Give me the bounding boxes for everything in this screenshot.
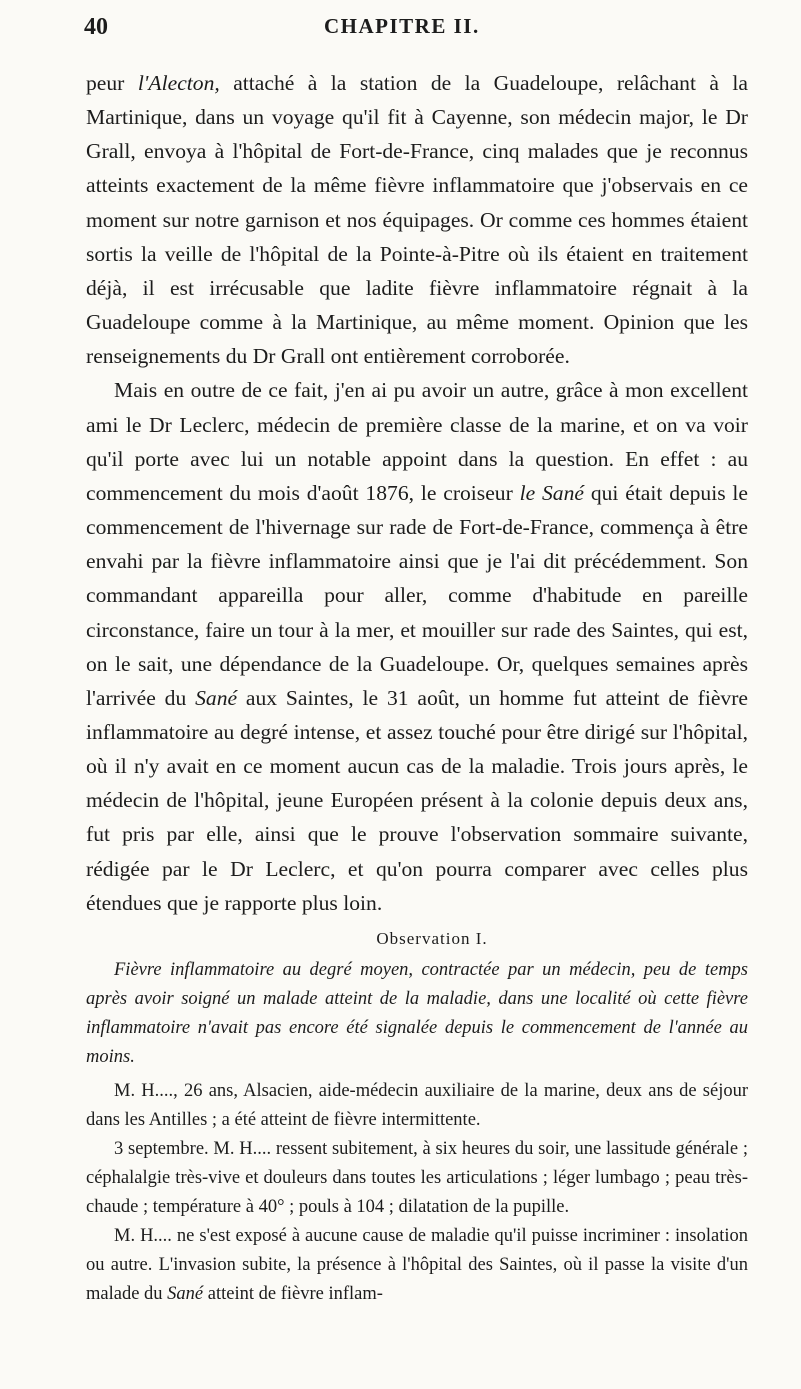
chapter-heading: CHAPITRE II. [324,14,480,38]
observation-patient: M. H...., 26 ans, Alsacien, aide-médecin auxiliaire de la marine, deux ans de séjour dans les Antilles ; a été atteint de fièvre intermittente. [86,1080,748,1130]
observation-title: Observation I. [376,928,488,948]
text-run: atteint de fièvre inflam- [203,1283,383,1304]
observation-summary: Fièvre inflammatoire au degré moyen, contractée par un médecin, peu de temps après avoir soigné un malade atteint de la maladie, dans une localité où cette fièvre inflammatoire n'avait pas encore été signalée depuis le commencement de l'année au moins. [86,959,748,1067]
text-run: qui était depuis le commencement de l'hivernage sur rade de Fort-de-France, commença à être envahi par la fièvre inflammatoire ainsi que je l'ai dit précédemment. Son commandant appareilla pour aller, comme d'habitude en pareille circonstance, faire un tour à la mer, et mouiller sur rade des Saintes, qui est, on le sait, une dépendance de la Guadeloupe. Or, quelques semaines après l'arrivée du [86,480,748,710]
text-run: attaché à la station de la Guadeloupe, relâchant à la Martinique, dans un voyage qu'il fit à Cayenne, son médecin major, le Dr Grall, envoya à l'hôpital de Fort-de-France, cinq malades que je reconnus atteints exactement de la même fièvre inflammatoire que j'observais en ce moment sur notre garnison et nos équipages. Or comme ces hommes étaient sortis la veille de l'hôpital de la Pointe-à-Pitre où ils étaient en traitement déjà, il est irrécusable que ladite fièvre inflammatoire régnait à la Guadeloupe comme à la Martinique, au même moment. Opinion que les renseignements du Dr Grall ont entièrement corroborée. [86,71,748,369]
observation-symptoms: 3 septembre. M. H.... ressent subitement, à six heures du soir, une lassitude générale ; céphalalgie très-vive et douleurs dans toutes les articulations ; léger lumbago ; peau très-chaude ; température à 40° ; pouls à 104 ; dilatation de la pupille. [86,1138,748,1217]
observation-causes [86,1222,748,1309]
text-run: peur [86,71,138,95]
page-number: 40 [84,14,108,40]
text-run: aux Saintes, le 31 août, un homme fut atteint de fièvre inflammatoire au degré intense, et assez touché pour être dirigé sur l'hôpital, où il n'y avait en ce moment aucun cas de la maladie. Trois jours après, le médecin de l'hôpital, jeune Européen présent à la colonie depuis deux ans, fut pris par elle, ainsi que le prouve l'observation sommaire suivante, rédigée par le Dr Leclerc, et qu'on pourra comparer avec celles plus étendues que je rapporte plus loin. [86,685,748,915]
text-run: Mais en outre de ce fait, j'en ai pu avoir un autre, grâce à mon excellent ami le Dr Leclerc, médecin de première classe de la marine, et on va voir qu'il porte avec lui un notable appoint dans la question. En effet : au commencement du mois d'août 1876, le croiseur [86,378,748,505]
paragraph-sane [86,373,748,920]
page-body [86,66,748,1309]
paragraph-alecton [86,66,748,373]
ship-name: Sané [195,685,238,710]
ship-name: le Sané [519,480,584,505]
ship-name: Sané [167,1283,204,1304]
text-run: M. H.... ne s'est exposé à aucune cause de maladie qu'il puisse incriminer : insolation ou autre. L'invasion subite, la présence à l'hôpital des Saintes, où il passe la visite d'un malade du [86,1225,748,1304]
running-header [84,14,748,48]
ship-name: l'Alecton, [137,71,220,95]
